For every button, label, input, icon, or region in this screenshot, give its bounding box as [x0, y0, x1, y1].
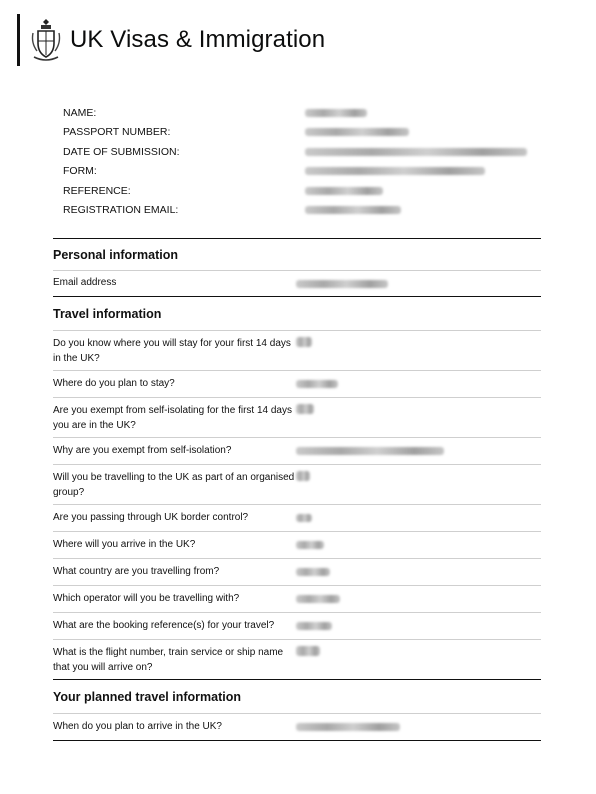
table-row [53, 531, 541, 558]
table-row [53, 585, 541, 612]
applicant-summary [63, 103, 527, 220]
meta-label: DATE OF SUBMISSION: [63, 145, 180, 158]
application-details [53, 238, 541, 741]
row-question: Will you be travelling to the UK as part of an organised group? [53, 472, 295, 498]
redacted-value [296, 568, 330, 576]
meta-row-name [63, 103, 527, 123]
table-row [53, 370, 541, 397]
meta-label: FORM: [63, 165, 97, 178]
table-bottom-rule [53, 740, 541, 741]
meta-label: REGISTRATION EMAIL: [63, 204, 179, 217]
redacted-value [296, 471, 310, 481]
row-question: Email address [53, 277, 117, 289]
row-question: Do you know where you will stay for your first 14 days in the UK? [53, 338, 291, 364]
meta-label: PASSPORT NUMBER: [63, 126, 171, 139]
row-question: What is the flight number, train service or ship name that you will arrive on? [53, 647, 284, 673]
page-header [17, 14, 325, 66]
row-question: What country are you travelling from? [53, 565, 220, 577]
section-planned-title: Your planned travel information [53, 679, 541, 713]
redacted-value [296, 723, 400, 731]
meta-label: REFERENCE: [63, 184, 131, 197]
table-row [53, 397, 541, 437]
row-question: Where will you arrive in the UK? [53, 538, 196, 550]
redacted-value [296, 595, 340, 603]
table-row [53, 270, 541, 296]
redacted-value [305, 109, 367, 117]
redacted-value [305, 148, 527, 156]
header-rule [17, 14, 20, 66]
meta-row-email [63, 201, 527, 221]
redacted-value [296, 447, 444, 455]
row-question: When do you plan to arrive in the UK? [53, 720, 222, 732]
redacted-value [305, 128, 409, 136]
redacted-value [296, 380, 338, 388]
table-row [53, 437, 541, 464]
table-row [53, 612, 541, 639]
redacted-value [305, 187, 383, 195]
redacted-value [296, 337, 312, 347]
row-question: Why are you exempt from self-isolation? [53, 444, 232, 456]
row-question: Are you exempt from self-isolating for the first 14 days you are in the UK? [53, 405, 292, 431]
meta-row-form [63, 162, 527, 182]
redacted-value [296, 514, 312, 522]
redacted-value [296, 404, 314, 414]
redacted-value [305, 206, 401, 214]
meta-row-date [63, 142, 527, 162]
row-question: Are you passing through UK border control? [53, 511, 249, 523]
meta-row-reference [63, 181, 527, 201]
royal-crest-icon [30, 17, 62, 63]
table-row [53, 330, 541, 370]
section-personal-title: Personal information [53, 238, 541, 270]
section-travel-title: Travel information [53, 296, 541, 330]
meta-label: NAME: [63, 106, 97, 119]
redacted-value [296, 622, 332, 630]
row-question: Which operator will you be travelling with? [53, 592, 240, 604]
redacted-value [296, 541, 324, 549]
table-row [53, 713, 541, 740]
table-row [53, 558, 541, 585]
table-row [53, 639, 541, 679]
meta-row-passport [63, 123, 527, 143]
row-question: Where do you plan to stay? [53, 377, 175, 389]
row-question: What are the booking reference(s) for your travel? [53, 619, 275, 631]
redacted-value [296, 280, 388, 288]
brand-title: UK Visas & Immigration [70, 26, 326, 53]
table-row [53, 464, 541, 504]
redacted-value [305, 167, 485, 175]
table-row [53, 504, 541, 531]
redacted-value [296, 646, 320, 656]
